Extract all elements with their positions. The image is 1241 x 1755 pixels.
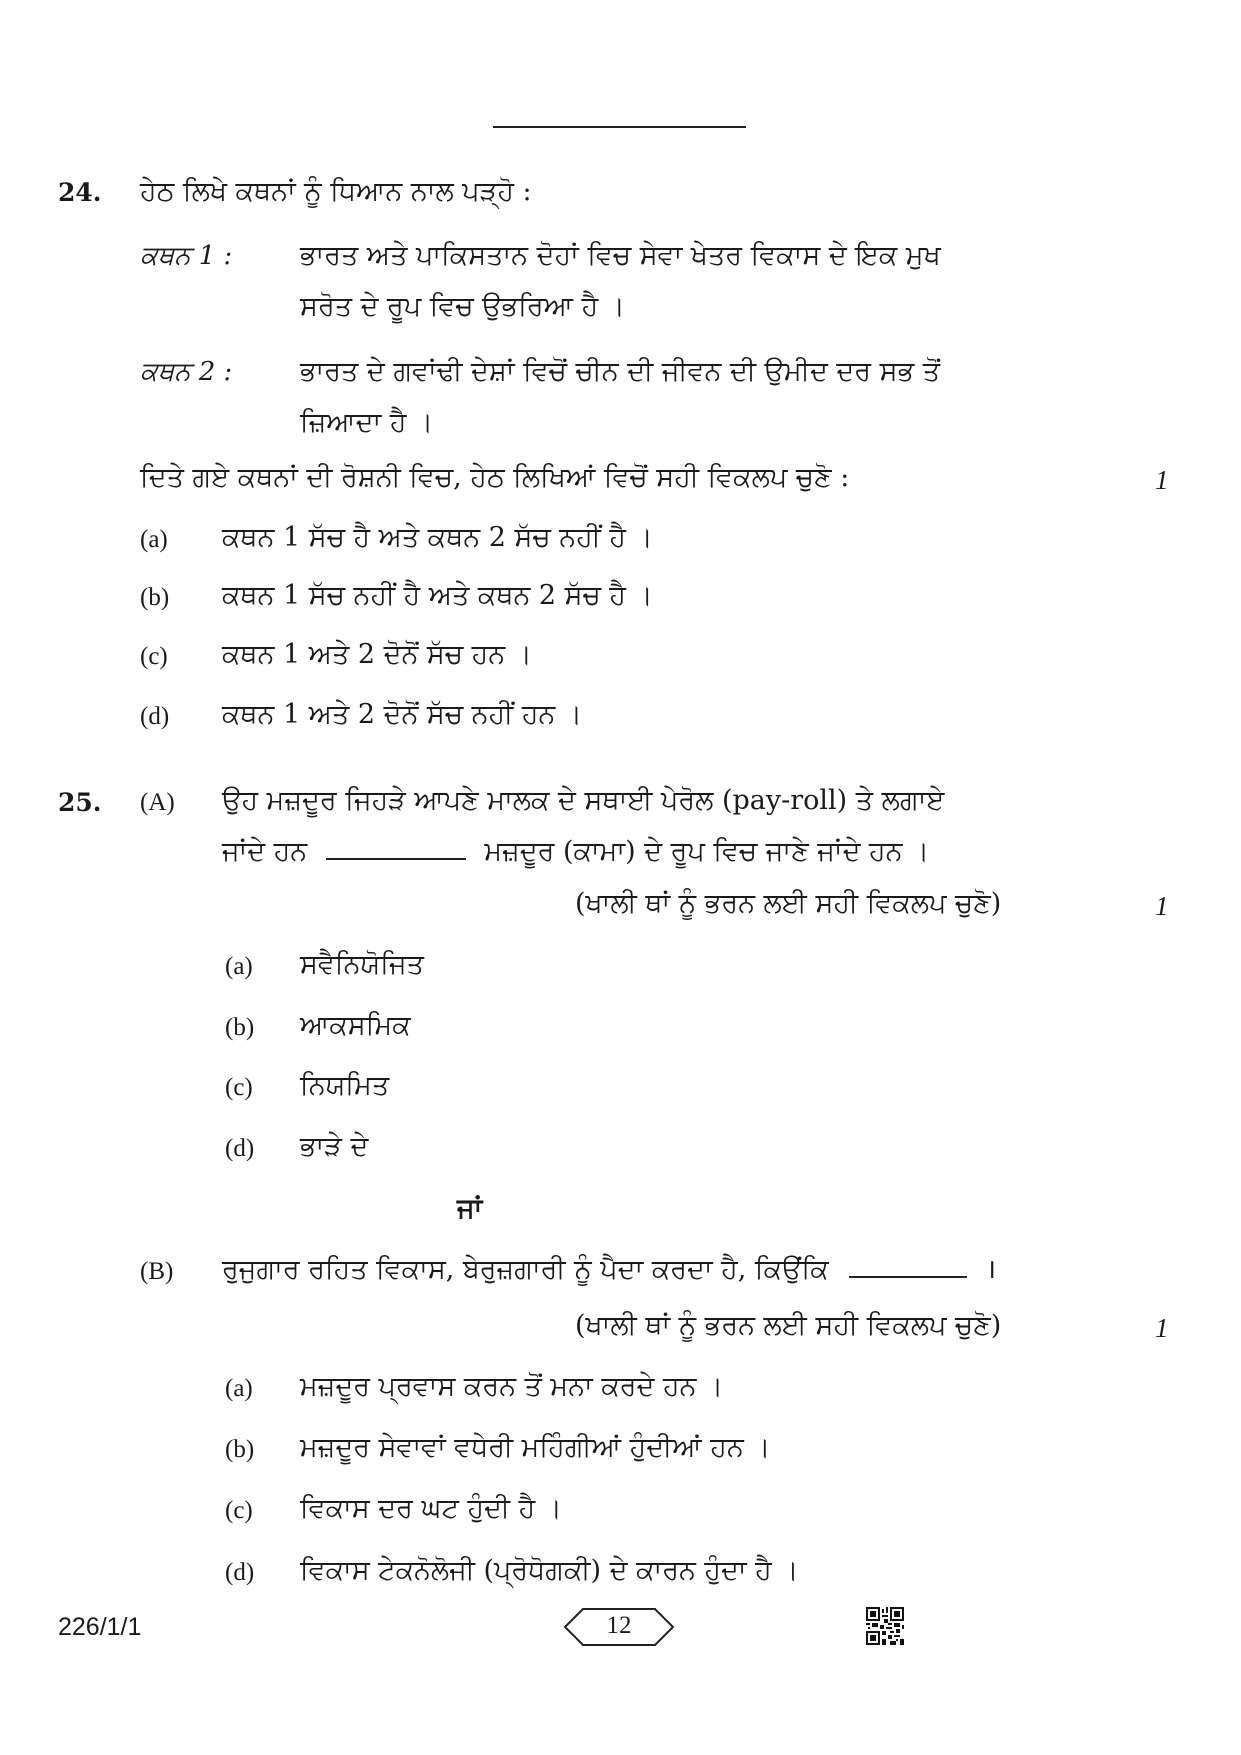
- option-label: (c): [225, 1497, 253, 1524]
- fill-in-blank: [326, 834, 466, 860]
- statement-1-line-2: ਸਰੋਤ ਦੇ ਰੂਪ ਵਿਚ ਉਭਰਿਆ ਹੈ ।: [300, 291, 625, 322]
- part-a-marks: 1: [1155, 891, 1169, 921]
- part-b-line-1: [222, 1250, 996, 1290]
- fill-in-blank: [849, 1252, 967, 1278]
- option-label: (d): [140, 703, 170, 730]
- statement-2-line-1: ਭਾਰਤ ਦੇ ਗਵਾਂਢੀ ਦੇਸ਼ਾਂ ਵਿਚੋਂ ਚੀਨ ਦੀ ਜੀਵਨ ਦੀ ਉਮੀਦ ਦਰ ਸਭ ਤੋਂ: [300, 356, 940, 387]
- statement-1-line-1: ਭਾਰਤ ਅਤੇ ਪਾਕਿਸਤਾਨ ਦੋਹਾਂ ਵਿਚ ਸੇਵਾ ਖੇਤਰ ਵਿਕਾਸ ਦੇ ਇਕ ਮੁਖ: [300, 240, 941, 271]
- paper-code: 226/1/1: [58, 1613, 142, 1641]
- option-label: (b): [225, 1436, 255, 1463]
- part-a-line-2-end: ਮਜ਼ਦੂਰ (ਕਾਮਾ) ਦੇ ਰੂਪ ਵਿਚ ਜਾਣੇ ਜਾਂਦੇ ਹਨ ।: [484, 836, 930, 867]
- option-text: ਕਥਨ 1 ਸੱਚ ਨਹੀਂ ਹੈ ਅਤੇ ਕਥਨ 2 ਸੱਚ ਹੈ ।: [222, 580, 653, 611]
- option-label: (d): [225, 1559, 255, 1586]
- part-b-line-1-text: ਰੁਜੁਗਾਰ ਰਹਿਤ ਵਿਕਾਸ, ਬੇਰੁਜ਼ਗਾਰੀ ਨੂੰ ਪੈਦਾ ਕਰਦਾ ਹੈ, ਕਿਉਂਕਿ: [222, 1254, 829, 1285]
- option-label: (b): [225, 1014, 255, 1041]
- part-b-marks: 1: [1155, 1313, 1169, 1343]
- option-text: ਕਥਨ 1 ਅਤੇ 2 ਦੋਨੋਂ ਸੱਚ ਹਨ ।: [222, 639, 532, 670]
- option-text: ਭਾੜੇ ਦੇ: [300, 1131, 369, 1162]
- or-separator: ਜਾਂ: [457, 1193, 483, 1224]
- statement-1-label: ਕਥਨ 1 :: [140, 241, 233, 271]
- part-a-line-2: [222, 832, 929, 872]
- option-label: (a): [225, 1375, 253, 1402]
- question-25-number: 25.: [58, 788, 102, 817]
- part-b-label: (B): [140, 1258, 174, 1285]
- page-number: 12: [606, 1612, 632, 1639]
- option-label: (a): [140, 526, 168, 553]
- option-label: (a): [225, 953, 253, 980]
- option-label: (d): [225, 1135, 255, 1162]
- option-label: (b): [140, 584, 170, 611]
- option-text: ਨਿਯਮਿਤ: [300, 1070, 390, 1101]
- part-b-line-1-end: ।: [985, 1254, 997, 1285]
- option-text: ਆਕਸਮਿਕ: [300, 1010, 411, 1041]
- question-24-prompt: ਦਿਤੇ ਗਏ ਕਥਨਾਂ ਦੀ ਰੋਸ਼ਨੀ ਵਿਚ, ਹੇਠ ਲਿਖਿਆਂ ਵਿਚੋਂ ਸਹੀ ਵਿਕਲਪ ਚੁਣੋ :: [140, 462, 850, 493]
- top-rule: [493, 126, 746, 128]
- option-text: ਵਿਕਾਸ ਟੇਕਨੋਲੋਜੀ (ਪ੍ਰੋਧੋਗਕੀ) ਦੇ ਕਾਰਨ ਹੁੰਦਾ ਹੈ ।: [300, 1555, 799, 1586]
- qr-code-icon: [866, 1607, 904, 1645]
- option-label: (c): [140, 643, 168, 670]
- option-text: ਮਜ਼ਦੂਰ ਸੇਵਾਵਾਂ ਵਧੇਰੀ ਮਹਿੰਗੀਆਂ ਹੁੰਦੀਆਂ ਹਨ ।: [300, 1432, 771, 1463]
- option-text: ਵਿਕਾਸ ਦਰ ਘਟ ਹੁੰਦੀ ਹੈ ।: [300, 1493, 562, 1524]
- option-text: ਕਥਨ 1 ਅਤੇ 2 ਦੋਨੋਂ ਸੱਚ ਨਹੀਂ ਹਨ ।: [222, 699, 583, 730]
- part-a-line-2-start: ਜਾਂਦੇ ਹਨ: [222, 836, 308, 867]
- option-text: ਕਥਨ 1 ਸੱਚ ਹੈ ਅਤੇ ਕਥਨ 2 ਸੱਚ ਨਹੀਂ ਹੈ ।: [222, 522, 653, 553]
- option-text: ਸਵੈਨਿਯੋਜਿਤ: [300, 949, 424, 980]
- statement-2-line-2: ਜ਼ਿਆਦਾ ਹੈ ।: [300, 407, 434, 438]
- statement-2-label: ਕਥਨ 2 :: [140, 357, 233, 387]
- option-text: ਮਜ਼ਦੂਰ ਪ੍ਰਵਾਸ ਕਰਨ ਤੋਂ ਮਨਾ ਕਰਦੇ ਹਨ ।: [300, 1371, 724, 1402]
- part-b-instruction: (ਖਾਲੀ ਥਾਂ ਨੂੰ ਭਰਨ ਲਈ ਸਹੀ ਵਿਕਲਪ ਚੁਣੋ): [575, 1310, 1002, 1341]
- part-a-label: (A): [140, 789, 175, 816]
- part-a-line-1: ਉਹ ਮਜ਼ਦੂਰ ਜਿਹੜੇ ਆਪਣੇ ਮਾਲਕ ਦੇ ਸਥਾਈ ਪੇਰੋਲ (pay-roll) ਤੇ ਲਗਾਏ: [222, 785, 945, 816]
- question-24-marks: 1: [1155, 465, 1169, 495]
- page-number-badge: [563, 1607, 675, 1647]
- question-24-intro: ਹੇਠ ਲਿਖੇ ਕਥਨਾਂ ਨੂੰ ਧਿਆਨ ਨਾਲ ਪੜ੍ਹੋ :: [140, 176, 532, 207]
- question-24-number: 24.: [58, 178, 102, 207]
- option-label: (c): [225, 1074, 253, 1101]
- part-a-instruction: (ਖਾਲੀ ਥਾਂ ਨੂੰ ਭਰਨ ਲਈ ਸਹੀ ਵਿਕਲਪ ਚੁਣੋ): [575, 888, 1002, 919]
